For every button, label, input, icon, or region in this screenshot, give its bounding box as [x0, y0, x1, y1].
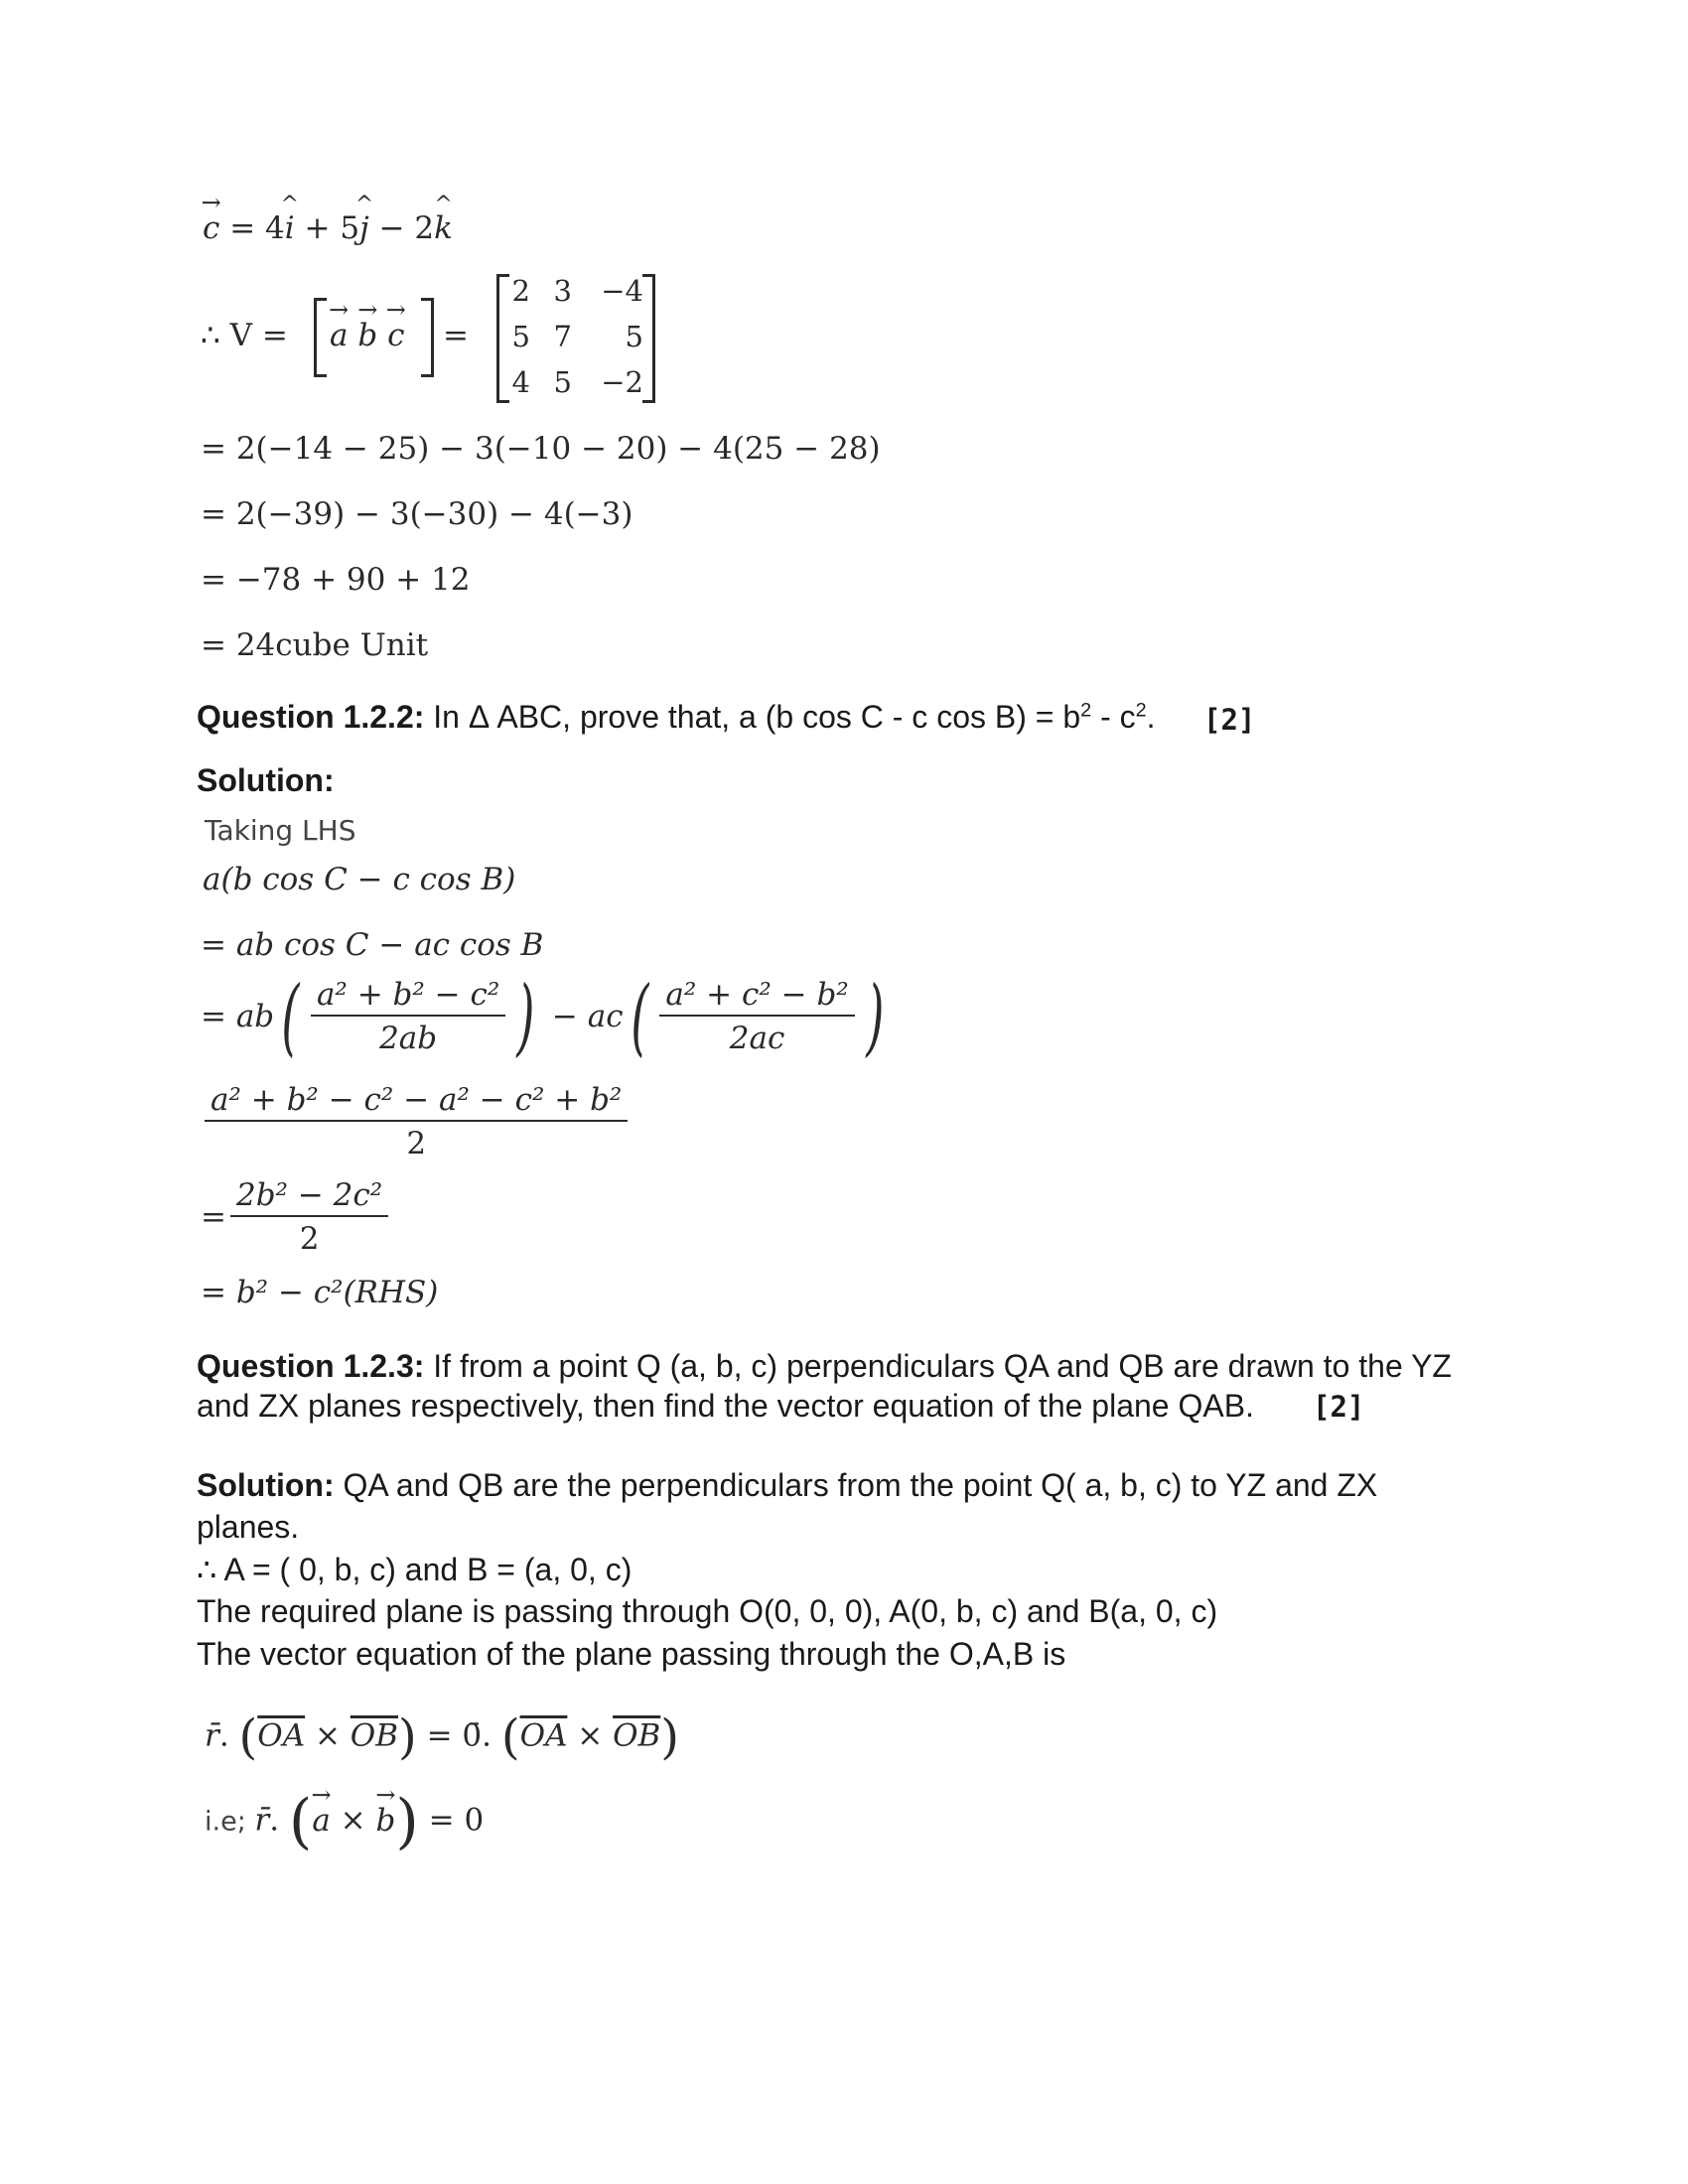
cosine-rule-fraction-b: $\frac{\text{a² + c² − b²}}{2ac}$ [659, 977, 854, 1056]
marks-badge: [2] [1313, 1390, 1365, 1424]
matrix-cell: 5 [511, 320, 530, 353]
cosine-rule-fraction-c: $\frac{\text{a² + b² − c²}}{2ab}$ [311, 977, 505, 1056]
matrix-cell: 7 [553, 320, 572, 353]
solution-line: The required plane is passing through O(0, 0, 0), A(0, b, c) and B(a, 0, c) [197, 1593, 1218, 1629]
c-vector-equation: → c = 4^ i + 5^ j − 2^ k [203, 210, 453, 246]
solution-label: Solution: [197, 762, 335, 798]
plane-equation-1: r̄. $(\overline{OA} \times \overline{OB})$ = 0̄. $(\overline{OA} \times \overline{OB})$ [205, 1709, 680, 1765]
solution-label: Solution: [197, 1467, 335, 1503]
matrix-cell: 5 [553, 365, 572, 399]
volume-definition: ∴ V = [201, 318, 288, 353]
determinant-step-3: = −78 + 90 + 12 [201, 562, 471, 598]
solution-line: planes. [197, 1509, 300, 1545]
determinant-step-1: = 2(−14 − 25) − 3(−10 − 20) − 4(25 − 28) [201, 431, 881, 467]
question-label: Question 1.2.3: [197, 1348, 425, 1384]
proof-line-1: a(b cos C − c cos B) [203, 862, 516, 897]
solution-line: ∴ A = ( 0, b, c) and B = (a, 0, c) [197, 1552, 633, 1587]
matrix-right-bracket [642, 274, 655, 403]
matrix-cell: 3 [553, 274, 572, 308]
question-label: Question 1.2.2: [197, 699, 425, 735]
scalar-triple-product: → a → b → c [330, 318, 404, 353]
plane-equation-2: i.e; r̄. (→ a × → b) = 0 [205, 1787, 484, 1856]
matrix-cell: 4 [511, 365, 530, 399]
matrix-cell: 5 [625, 320, 643, 353]
proof-line-5: = $\frac{\text{2b² − 2c²}}{2}$ [201, 1177, 392, 1257]
matrix-cell: 2 [511, 274, 530, 308]
question-1-2-3: Question 1.2.3: If from a point Q (a, b, c) perpendiculars QA and QB are drawn to the YZ [197, 1348, 1452, 1384]
proof-line-4: $\frac{\text{a² + b² − c² − a² − c² + b²}}{2}$ [205, 1082, 628, 1161]
solution-line: The vector equation of the plane passing through the O,A,B is [197, 1636, 1066, 1672]
taking-lhs: Taking LHS [205, 814, 356, 847]
matrix-cell: −4 [601, 274, 643, 308]
scalar-triple-right-bracket [421, 298, 434, 377]
question-1-2-2: Question 1.2.2: In Δ ABC, prove that, a (b cos C - c $\cos B) = b^2 - c^2$. [197, 699, 1156, 735]
solution-paragraph: Solution: QA and QB are the perpendiculars from the point Q( a, b, c) to YZ and ZX [197, 1467, 1378, 1503]
scalar-triple-left-bracket [314, 298, 327, 377]
volume-result: = 24cube Unit [201, 627, 429, 663]
determinant-matrix [496, 274, 655, 405]
proof-line-3: = ab( $\frac{\text{a² + b² − c²}}{2ab}$ ) − ac( $\frac{\text{a² + c² − b²}}{2ac}$ ) [201, 968, 885, 1065]
determinant-step-2: = 2(−39) − 3(−30) − 4(−3) [201, 496, 633, 532]
equals-sign: = [443, 318, 469, 353]
proof-line-2: = ab cos C − ac cos B [201, 927, 544, 963]
matrix-cell: −2 [601, 365, 643, 399]
question-1-2-3-continued: and ZX planes respectively, then find the vector equation of the plane QAB. [197, 1388, 1254, 1424]
marks-badge: [2] [1203, 703, 1256, 737]
proof-conclusion: = b² − c²(RHS) [201, 1275, 439, 1310]
c-vector-symbol: → c [203, 210, 219, 246]
